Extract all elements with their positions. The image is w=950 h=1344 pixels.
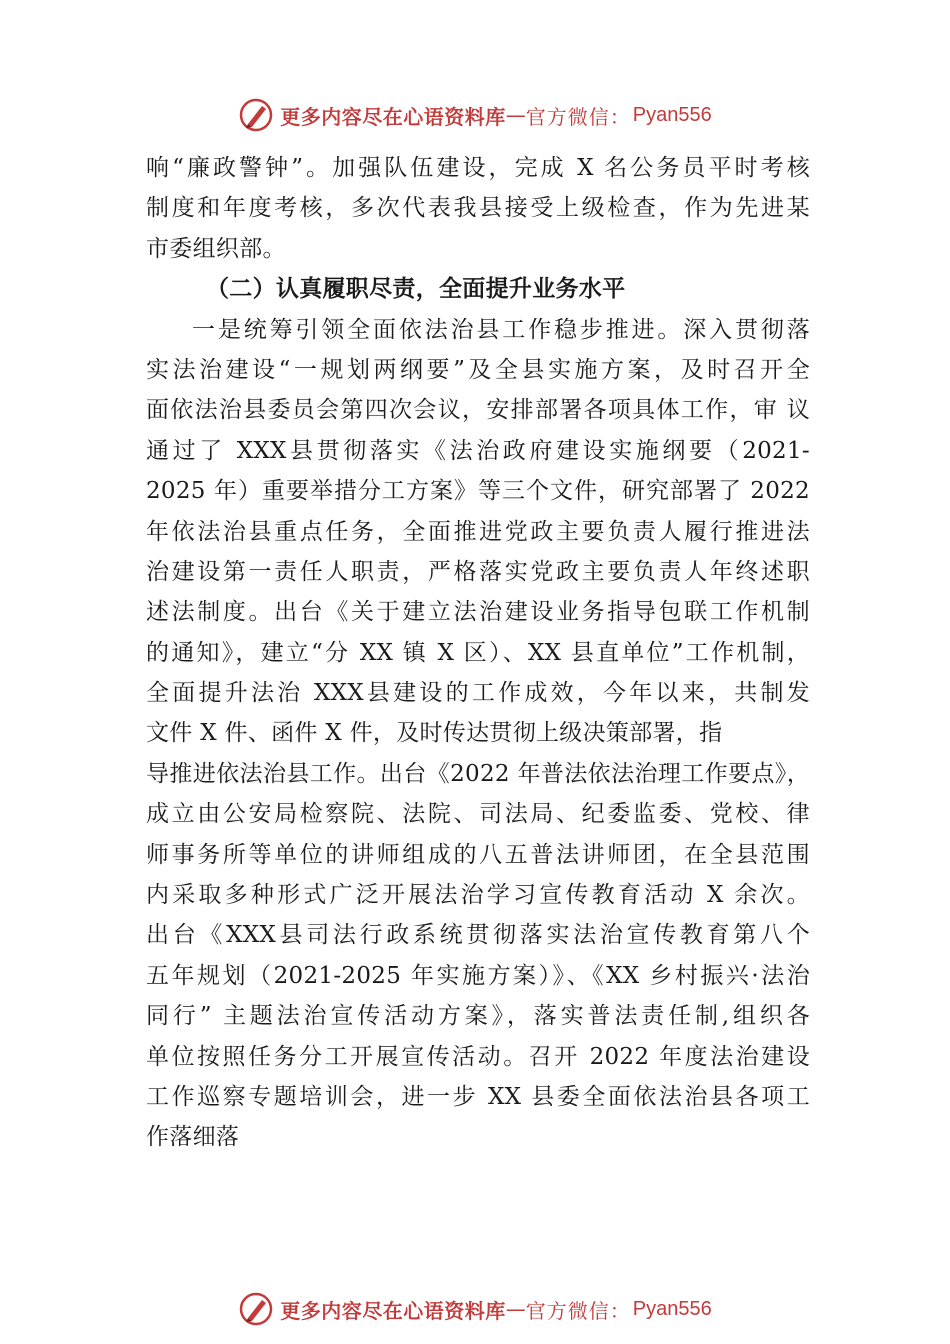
body-line: 年依法治县重点任务，全面推进党政主要负责人履行推进法 [146,518,810,545]
body-line: 响“廉政警钟”。加强队伍建设，完成 X 名公务员平时考核 [146,155,810,181]
body-line: 一是统筹引领全面依法治县工作稳步推进。深入贯彻落 [192,316,810,343]
body-line: 制度和年度考核，多次代表我县接受上级检查，作为先进某 [146,195,810,222]
footer-brand-text: 更多内容尽在心语资料库 [280,1298,506,1323]
body-line: 市委组织部。 [146,235,286,262]
body-line: 的通知》，建立“分 XX 镇 X 区）、XX 县直单位”工作机制， [146,639,810,666]
header-separator: — [505,103,526,127]
body-line: 述法制度。出台《关于建立法治建设业务指导包联工作机制 [146,599,810,626]
body-line: 通过了 XXX县贯彻落实《法治政府建设实施纲要（2021- [146,437,810,464]
header-brand-text: 更多内容尽在心语资料库 [280,104,506,129]
header-wechat-id: Pyan556 [632,103,712,126]
body-line: 出台《XXX县司法行政系统贯彻落实法治宣传教育第八个 [146,922,810,949]
pen-logo-icon [238,97,274,133]
body-line: 全面提升法治 XXX县建设的工作成效，今年以来，共制发 [146,680,810,707]
header-banner [0,95,950,135]
body-line: 面依法治县委员会第四次会议，安排部署各项具体工作，审 议 [146,397,810,424]
body-line: 内采取多种形式广泛开展法治学习宣传教育活动 X 余次。 [146,882,810,909]
pen-logo-icon [238,1291,274,1327]
body-line: 导推进依法治县工作。出台《2022 年普法依法治理工作要点》， [146,760,810,787]
body-line: 师事务所等单位的讲师组成的八五普法讲师团，在全县范围 [146,841,810,868]
document-body [146,148,810,1158]
body-line: 作落细落 [146,1124,240,1151]
body-line: 单位按照任务分工开展宣传活动。召开 2022 年度法治建设 [146,1043,810,1070]
footer-banner [0,1289,950,1329]
footer-wechat-label: 官方微信： [525,1298,631,1323]
body-line: 五年规划（2021-2025 年实施方案）》、《XX 乡村振兴·法治 [146,962,810,989]
footer-separator: — [505,1297,526,1321]
footer-wechat-id: Pyan556 [632,1297,712,1320]
body-line: 成立由公安局检察院、法院、司法局、纪委监委、党校、律 [146,801,810,828]
body-line: 治建设第一责任人职责，严格落实党政主要负责人年终述职 [146,558,810,585]
body-line: 2025 年）重要举措分工方案》等三个文件，研究部署了 2022 [146,478,810,505]
header-wechat-label: 官方微信： [525,104,631,129]
body-line: 文件 X 件、函件 X 件，及时传达贯彻上级决策部署，指 [146,720,723,747]
section-heading: （二）认真履职尽责，全面提升业务水平 [206,275,626,303]
body-line: 同行” 主题法治宣传活动方案》，落实普法责任制,组织各 [146,1003,810,1030]
body-line: 工作巡察专题培训会，进一步 XX 县委全面依法治县各项工 [146,1083,810,1110]
body-line: 实法治建设“一规划两纲要”及全县实施方案，及时召开全 [146,356,810,383]
